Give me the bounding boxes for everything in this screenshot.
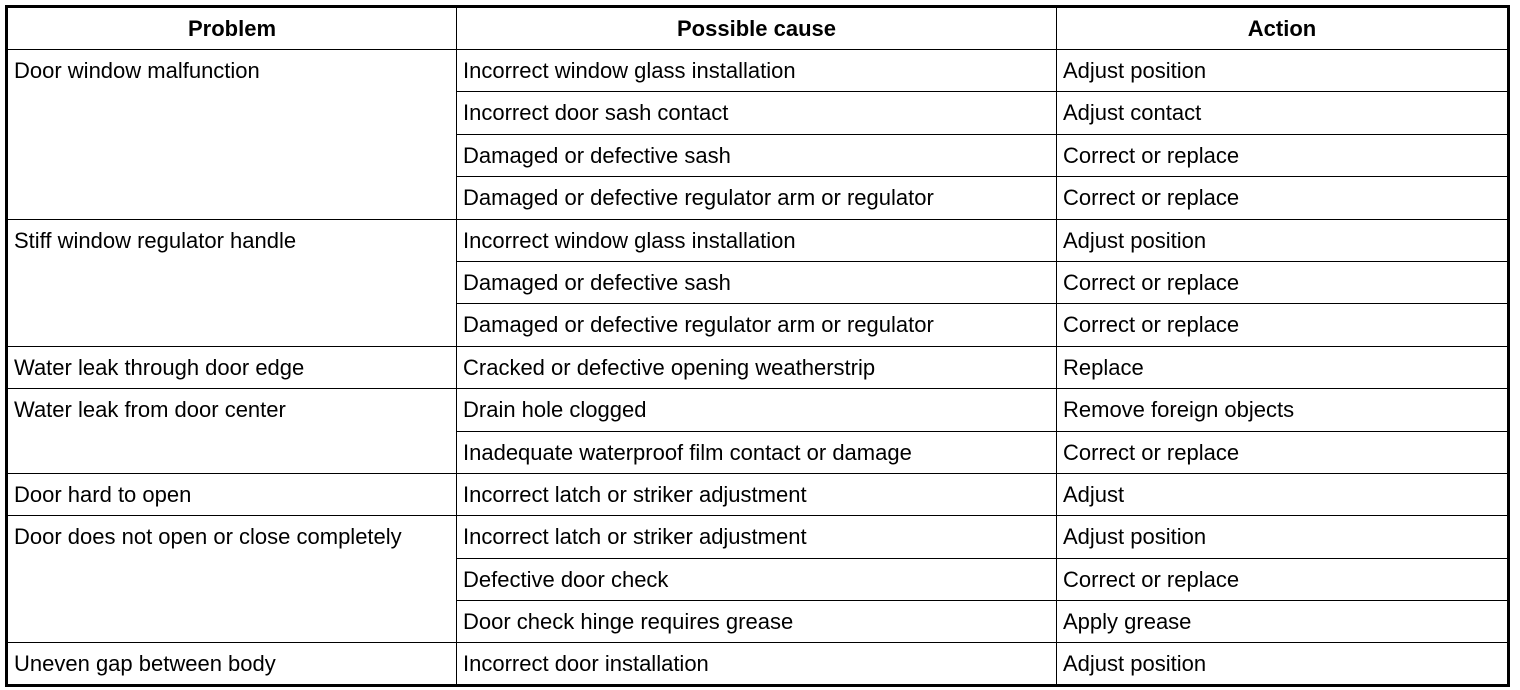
problem-cell: Door window malfunction bbox=[7, 50, 457, 220]
action-cell: Adjust position bbox=[1057, 50, 1509, 92]
header-row bbox=[7, 7, 1509, 50]
table-row bbox=[7, 50, 1509, 92]
table-row bbox=[7, 516, 1509, 558]
action-cell: Correct or replace bbox=[1057, 558, 1509, 600]
table-row bbox=[7, 346, 1509, 388]
table-row bbox=[7, 389, 1509, 431]
table-header bbox=[7, 7, 1509, 50]
action-cell: Apply grease bbox=[1057, 601, 1509, 643]
cause-cell: Door check hinge requires grease bbox=[457, 601, 1057, 643]
action-cell: Correct or replace bbox=[1057, 261, 1509, 303]
problem-cell: Door does not open or close completely bbox=[7, 516, 457, 643]
cause-cell: Incorrect door installation bbox=[457, 643, 1057, 685]
problem-cell: Water leak through door edge bbox=[7, 346, 457, 388]
cause-cell: Incorrect window glass installation bbox=[457, 50, 1057, 92]
table-row bbox=[7, 219, 1509, 261]
action-cell: Correct or replace bbox=[1057, 431, 1509, 473]
header-possible-cause: Possible cause bbox=[457, 7, 1057, 50]
cause-cell: Drain hole clogged bbox=[457, 389, 1057, 431]
cause-cell: Damaged or defective sash bbox=[457, 134, 1057, 176]
action-cell: Correct or replace bbox=[1057, 177, 1509, 219]
action-cell: Adjust position bbox=[1057, 643, 1509, 685]
cause-cell: Incorrect door sash contact bbox=[457, 92, 1057, 134]
cause-cell: Cracked or defective opening weatherstrip bbox=[457, 346, 1057, 388]
cause-cell: Defective door check bbox=[457, 558, 1057, 600]
action-cell: Correct or replace bbox=[1057, 134, 1509, 176]
cause-cell: Incorrect latch or striker adjustment bbox=[457, 473, 1057, 515]
troubleshooting-table bbox=[5, 5, 1510, 687]
cause-cell: Damaged or defective sash bbox=[457, 261, 1057, 303]
table-body bbox=[7, 50, 1509, 686]
problem-cell: Uneven gap between body bbox=[7, 643, 457, 685]
table-row bbox=[7, 643, 1509, 685]
header-action: Action bbox=[1057, 7, 1509, 50]
cause-cell: Incorrect latch or striker adjustment bbox=[457, 516, 1057, 558]
header-problem: Problem bbox=[7, 7, 457, 50]
problem-cell: Stiff window regulator handle bbox=[7, 219, 457, 346]
table-row bbox=[7, 473, 1509, 515]
action-cell: Correct or replace bbox=[1057, 304, 1509, 346]
cause-cell: Damaged or defective regulator arm or regulator bbox=[457, 304, 1057, 346]
action-cell: Remove foreign objects bbox=[1057, 389, 1509, 431]
action-cell: Adjust position bbox=[1057, 219, 1509, 261]
problem-cell: Door hard to open bbox=[7, 473, 457, 515]
cause-cell: Damaged or defective regulator arm or regulator bbox=[457, 177, 1057, 219]
action-cell: Replace bbox=[1057, 346, 1509, 388]
action-cell: Adjust bbox=[1057, 473, 1509, 515]
action-cell: Adjust contact bbox=[1057, 92, 1509, 134]
action-cell: Adjust position bbox=[1057, 516, 1509, 558]
cause-cell: Incorrect window glass installation bbox=[457, 219, 1057, 261]
cause-cell: Inadequate waterproof film contact or damage bbox=[457, 431, 1057, 473]
problem-cell: Water leak from door center bbox=[7, 389, 457, 474]
